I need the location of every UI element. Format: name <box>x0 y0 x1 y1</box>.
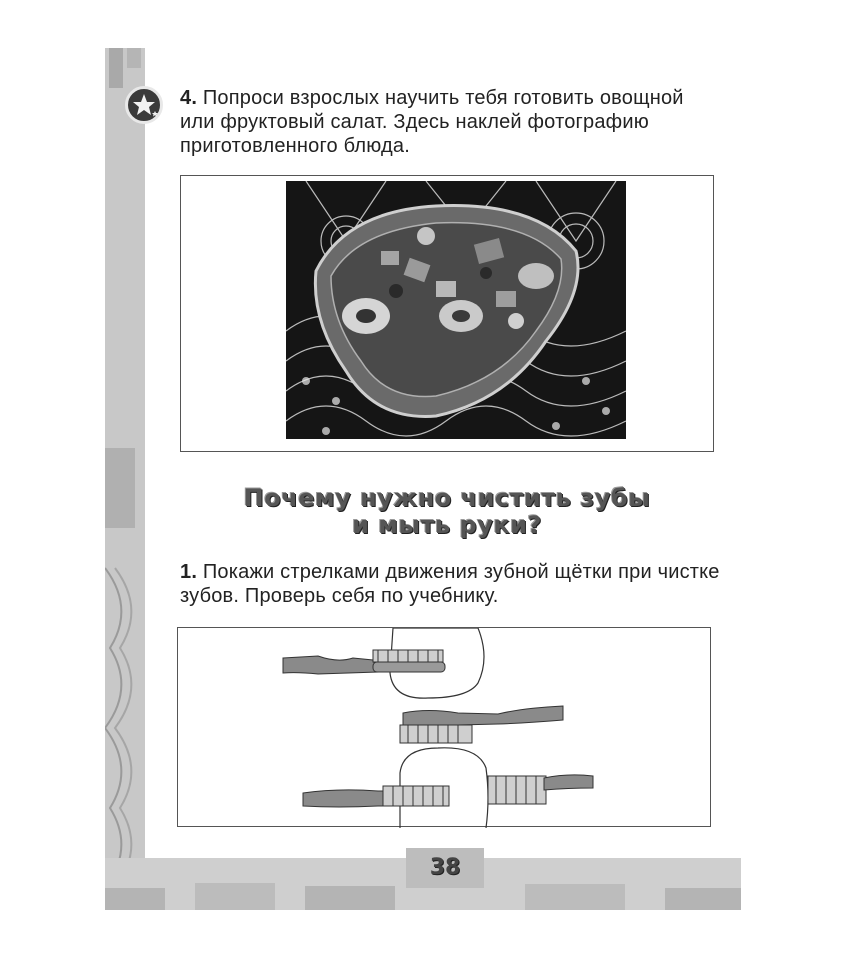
toothbrush-exercise-frame <box>177 627 711 827</box>
toothbrush-icon[interactable] <box>400 706 563 743</box>
photo-frame <box>180 175 714 452</box>
star-badge-icon <box>125 86 163 124</box>
task-1 <box>180 560 720 608</box>
task-1-text: Покажи стрелками движения зубной щётки при чистке зубов. Проверь себя по учебнику. <box>180 561 720 607</box>
section-heading-line-2: и мыть руки? <box>352 511 542 539</box>
page-number: 38 <box>406 848 484 888</box>
section-heading <box>180 485 714 539</box>
toothbrush-icon[interactable] <box>488 775 593 804</box>
salad-photo <box>286 181 626 439</box>
toothbrush-icon[interactable] <box>283 650 445 674</box>
task-4 <box>180 86 720 158</box>
task-1-number: 1. <box>180 561 198 583</box>
section-heading-line-1: Почему нужно чистить зубы <box>243 484 651 512</box>
side-decor-band <box>105 48 145 910</box>
toothbrush-icon[interactable] <box>303 786 449 807</box>
task-4-text: Попроси взрослых научить тебя готовить овощной или фруктовый салат. Здесь наклей фотографию приготовленного блюда. <box>180 87 684 157</box>
task-4-number: 4. <box>180 87 198 109</box>
